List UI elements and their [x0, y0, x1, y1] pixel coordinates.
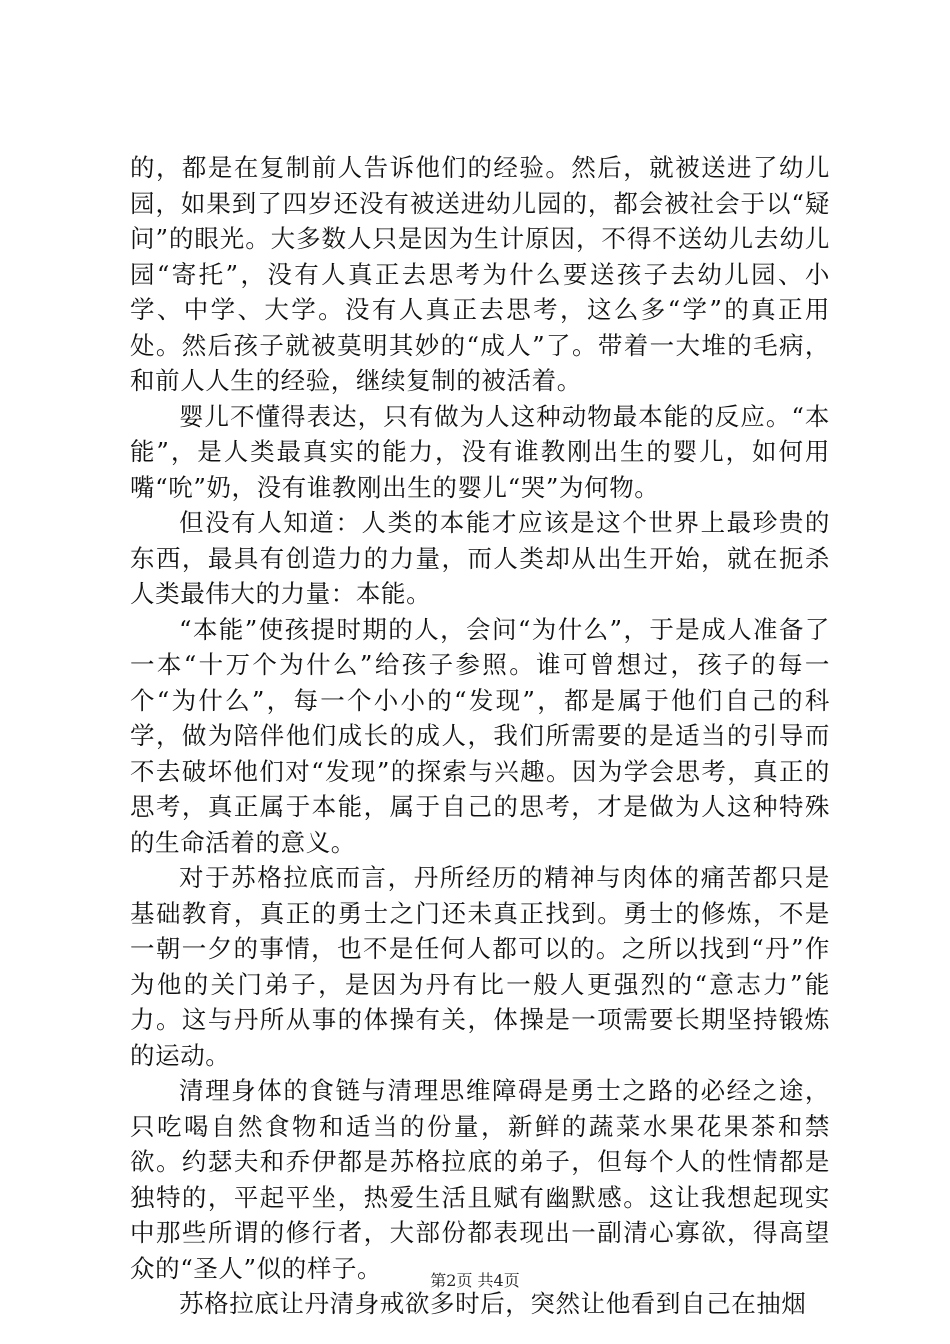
paragraph-infant-instinct: 婴儿不懂得表达，只有做为人这种动物最本能的反应。“本能”，是人类最真实的能力，没有谁教刚出生的婴儿，如何用嘴“吮”奶，没有谁教刚出生的婴儿“哭”为何物。 [130, 401, 830, 502]
paragraph-why-questions: “本能”使孩提时期的人，会问“为什么”，于是成人准备了一本“十万个为什么”给孩子参照。谁可曾想过，孩子的每一个“为什么”，每一个小小的“发现”，都是属于他们自己的科学，做为陪伴他们成长的成人，我们所需要的是适当的引导而不去破坏他们对“发现”的探索与兴趣。因为学会思考，真正的思考，真正属于本能，属于自己的思考，才是做为人这种特殊的生命活着的意义。 [130, 614, 830, 857]
page-footer: 第2页 共4页 [430, 1271, 520, 1290]
document-body [130, 150, 830, 1322]
paragraph-warrior-path: 清理身体的食链与清理思维障碍是勇士之路的必经之途，只吃喝自然食物和适当的份量，新鲜的蔬菜水果花果茶和禁欲。约瑟夫和乔伊都是苏格拉底的弟子，但每个人的性情都是独特的，平起平坐，热爱生活且赋有幽默感。这让我想起现实中那些所谓的修行者，大部份都表现出一副清心寡欲，得高望众的“圣人”似的样子。 [130, 1076, 830, 1283]
paragraph-socrates-smoking: 苏格拉底让丹清身戒欲多时后，突然让他看到自己在抽烟 [179, 1289, 807, 1318]
paragraph-instinct-precious: 但没有人知道：人类的本能才应该是这个世界上最珍贵的东西，最具有创造力的力量，而人类却从出生开始，就在扼杀人类最伟大的力量：本能。 [130, 508, 830, 608]
paragraph-continued: 的，都是在复制前人告诉他们的经验。然后，就被送进了幼儿园，如果到了四岁还没有被送进幼儿园的，都会被社会于以“疑问”的眼光。大多数人只是因为生计原因，不得不送幼儿去幼儿园“寄托”，没有人真正去思考为什么要送孩子去幼儿园、小学、中学、大学。没有人真正去思考，这么多“学”的真正用处。然后孩子就被莫明其妙的“成人”了。带着一大堆的毛病，和前人人生的经验，继续复制的被活着。 [130, 153, 830, 395]
paragraph-socrates-training: 对于苏格拉底而言，丹所经历的精神与肉体的痛苦都只是基础教育，真正的勇士之门还未真正找到。勇士的修炼，不是一朝一夕的事情，也不是任何人都可以的。之所以找到“丹”作为他的关门弟子，是因为丹有比一般人更强烈的“意志力”能力。这与丹所从事的体操有关，体操是一项需要长期坚持锻炼的运动。 [130, 863, 830, 1070]
